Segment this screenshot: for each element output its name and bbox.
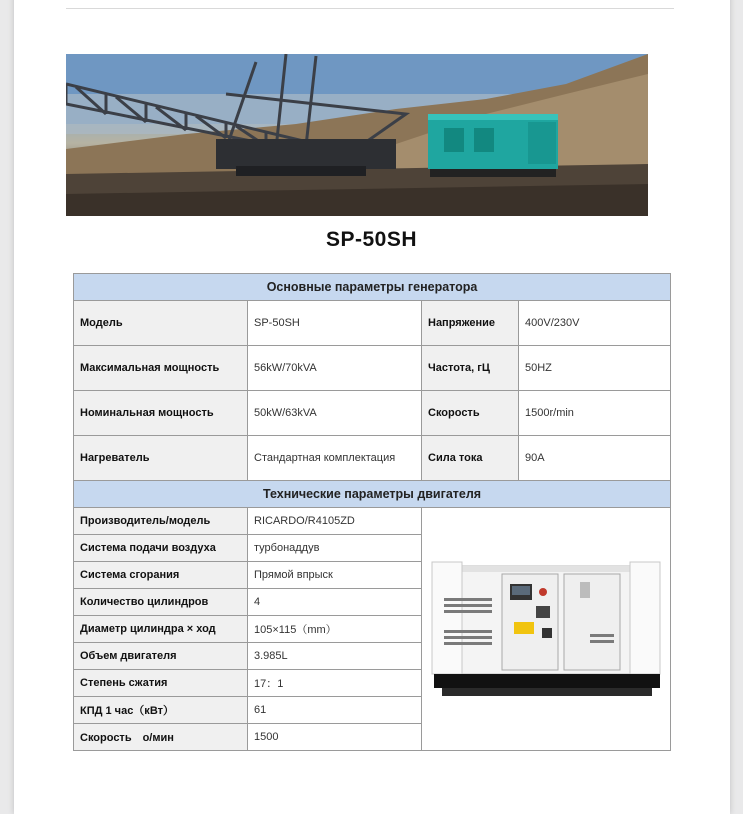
spec-table — [73, 273, 671, 751]
engine-param-value: 1500 — [248, 724, 422, 751]
param-label: Номинальная мощность — [74, 391, 248, 436]
param-label: Модель — [74, 301, 248, 346]
table-row — [74, 301, 671, 346]
engine-section-heading: Технические параметры двигателя — [74, 481, 671, 508]
engine-param-value: 17：1 — [248, 670, 422, 697]
engine-param-label: Скорость о/мин — [74, 724, 248, 751]
engine-param-value: турбонаддув — [248, 535, 422, 562]
param-label: Частота, гЦ — [422, 346, 519, 391]
param-value: 56kW/70kVA — [248, 346, 422, 391]
banner-photo — [66, 54, 648, 216]
engine-param-value: RICARDO/R4105ZD — [248, 508, 422, 535]
engine-param-value: 3.985L — [248, 643, 422, 670]
param-value: 400V/230V — [519, 301, 671, 346]
param-value: 50kW/63kVA — [248, 391, 422, 436]
param-value: 90A — [519, 436, 671, 481]
param-label: Нагреватель — [74, 436, 248, 481]
param-label: Сила тока — [422, 436, 519, 481]
param-value: Стандартная комплектация — [248, 436, 422, 481]
engine-param-label: Производитель/модель — [74, 508, 248, 535]
engine-param-value: Прямой впрыск — [248, 562, 422, 589]
main-section-heading: Основные параметры генератора — [74, 274, 671, 301]
engine-param-value: 105×115（mm） — [248, 616, 422, 643]
generator-photo — [422, 508, 671, 751]
table-row — [74, 391, 671, 436]
param-value: 1500r/min — [519, 391, 671, 436]
param-value: 50HZ — [519, 346, 671, 391]
engine-section-header — [74, 481, 671, 508]
engine-param-label: КПД 1 час（кВт） — [74, 697, 248, 724]
top-rule — [66, 8, 674, 9]
table-row — [74, 346, 671, 391]
param-label: Скорость — [422, 391, 519, 436]
param-label: Напряжение — [422, 301, 519, 346]
engine-param-label: Диаметр цилиндра × ход — [74, 616, 248, 643]
engine-param-label: Количество цилиндров — [74, 589, 248, 616]
main-section-header — [74, 274, 671, 301]
engine-param-label: Объем двигателя — [74, 643, 248, 670]
engine-param-label: Система подачи воздуха — [74, 535, 248, 562]
engine-param-value: 61 — [248, 697, 422, 724]
param-value: SP-50SH — [248, 301, 422, 346]
param-label: Максимальная мощность — [74, 346, 248, 391]
page-title: SP-50SH — [325, 228, 418, 251]
table-row — [74, 436, 671, 481]
engine-param-label: Система сгорания — [74, 562, 248, 589]
engine-param-value: 4 — [248, 589, 422, 616]
engine-param-label: Степень сжатия — [74, 670, 248, 697]
table-row — [74, 508, 671, 535]
generator-image — [430, 548, 662, 708]
